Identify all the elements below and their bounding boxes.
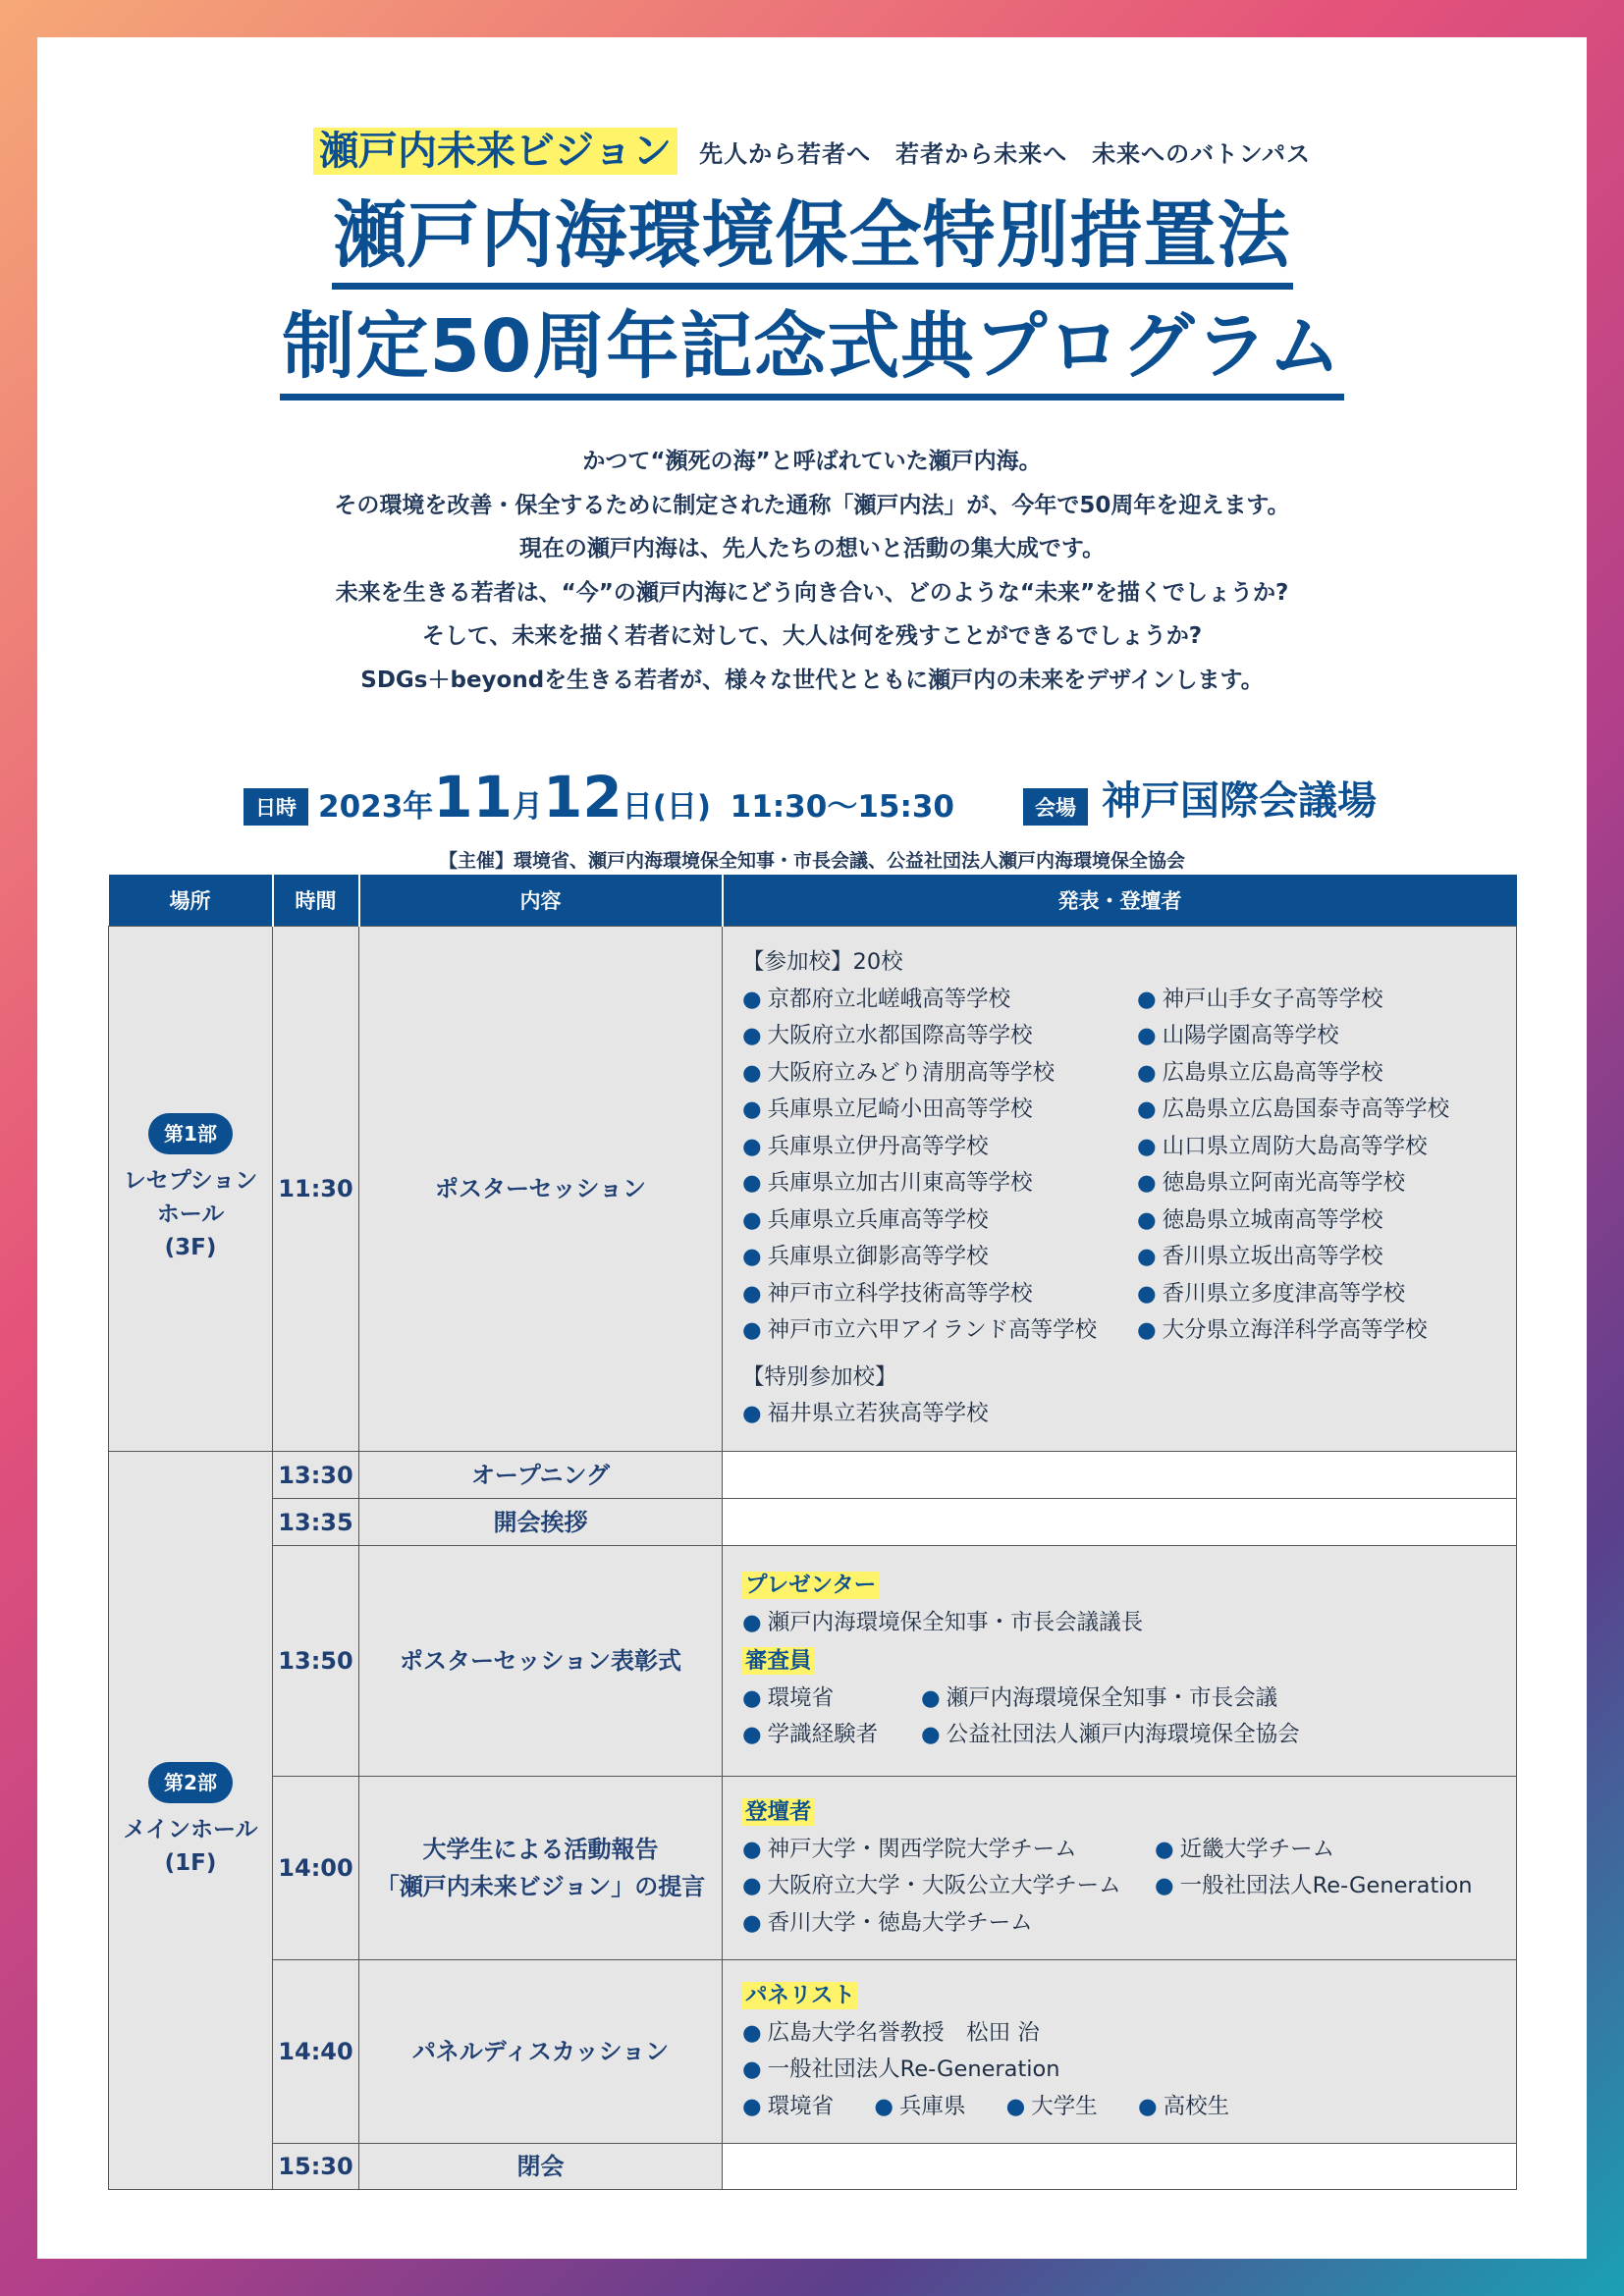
list-item: ● 公益社団法人瀬戸内海環境保全協会 — [921, 1722, 1300, 1748]
page-title-line-1: 瀬戸内海環境保全特別措置法 — [332, 188, 1293, 290]
list-item: ● 兵庫県立伊丹高等学校 — [742, 1133, 989, 1159]
time-cell: 13:35 — [273, 1499, 359, 1546]
date-badge: 日時 — [244, 788, 308, 826]
list-item: ● 山口県立周防大島高等学校 — [1137, 1133, 1428, 1159]
panelists-label: パネリスト — [742, 1982, 858, 2009]
event-time: 11:30〜15:30 — [730, 789, 954, 825]
date-day-unit: 日 — [622, 789, 653, 825]
intro-line: 現在の瀬戸内海は、先人たちの想いと活動の集大成です。 — [518, 536, 1106, 561]
list-item: ● 瀬戸内海環境保全知事・市長会議議長 — [742, 1609, 1144, 1635]
list-item: ● 香川大学・徳島大学チーム — [742, 1909, 1033, 1936]
schools-col-2 — [1137, 982, 1496, 1350]
place-line: レセプション — [123, 1168, 258, 1194]
part1-badge: 第1部 — [148, 1113, 233, 1154]
date-year: 2023年 — [318, 789, 434, 825]
list-item: ● 香川県立多度津高等学校 — [1137, 1280, 1406, 1307]
list-item: ● 環境省 — [742, 1684, 835, 1711]
list-item: ● 環境省 — [742, 2093, 835, 2119]
panel-details — [723, 1960, 1517, 2144]
content-cell: パネルディスカッション — [359, 1960, 723, 2144]
speakers-col-1 — [742, 1832, 1155, 1943]
list-item: ● 兵庫県立兵庫高等学校 — [742, 1206, 989, 1233]
intro-line: SDGs＋beyondを生きる若者が、様々な世代とともに瀬戸内の未来をデザインします。 — [360, 667, 1264, 693]
place-line: メインホール — [123, 1816, 258, 1842]
organizer-text: 【主催】環境省、瀬戸内海環境保全知事・市長会議、公益社団法人瀬戸内海環境保全協会 — [438, 850, 1185, 872]
date-month: 11 — [433, 764, 513, 830]
empty-cell — [723, 1452, 1517, 1499]
intro-line: かつて“瀕死の海”と呼ばれていた瀬戸内海。 — [582, 449, 1042, 474]
list-item: ● 広島大学名誉教授 松田 治 — [742, 2019, 1040, 2046]
list-item: ● 大学生 — [1005, 2093, 1098, 2119]
page-sheet — [37, 37, 1587, 2259]
place-line: (1F) — [164, 1849, 217, 1876]
schools-heading: 【参加校】20校 — [742, 949, 903, 976]
speakers-label: 登壇者 — [742, 1798, 815, 1826]
time-cell: 11:30 — [273, 927, 359, 1452]
table-row-opening — [109, 1452, 1517, 1499]
table-row-greeting — [109, 1499, 1517, 1546]
list-item: ● 兵庫県立加古川東高等学校 — [742, 1170, 1033, 1197]
list-item: ● 学識経験者 — [742, 1722, 879, 1748]
list-item: ● 京都府立北嵯峨高等学校 — [742, 986, 1011, 1012]
event-info — [244, 764, 1377, 830]
table-row-panel — [109, 1960, 1517, 2144]
content-line: 大学生による活動報告 — [422, 1836, 659, 1863]
intro-line: その環境を改善・保全するために制定された通称「瀬戸内法」が、今年で50周年を迎えます。 — [334, 492, 1290, 518]
content-cell: ポスターセッション表彰式 — [359, 1546, 723, 1777]
schools-cell — [723, 927, 1517, 1452]
content-cell: オープニング — [359, 1452, 723, 1499]
list-item: ● 大分県立海洋科学高等学校 — [1137, 1317, 1428, 1344]
time-cell: 14:00 — [273, 1777, 359, 1960]
table-row-closing — [109, 2144, 1517, 2190]
judges-label: 審査員 — [742, 1647, 815, 1675]
empty-cell — [723, 2144, 1517, 2190]
list-item: ● 大阪府立みどり清朋高等学校 — [742, 1059, 1056, 1086]
presenter-label: プレゼンター — [742, 1572, 879, 1599]
content-cell: ポスターセッション — [359, 927, 723, 1452]
speakers-col-2 — [1155, 1832, 1473, 1943]
time-cell: 13:30 — [273, 1452, 359, 1499]
list-item: ● 徳島県立阿南光高等学校 — [1137, 1170, 1406, 1197]
list-item: ● 高校生 — [1137, 2093, 1230, 2119]
content-cell: 閉会 — [359, 2144, 723, 2190]
event-date — [318, 764, 954, 830]
date-day: 12 — [543, 764, 623, 830]
list-item: ● 徳島県立城南高等学校 — [1137, 1206, 1383, 1233]
brand-label: 瀬戸内未来ビジョン — [313, 128, 677, 175]
list-item: ● 大阪府立水都国際高等学校 — [742, 1023, 1033, 1049]
judges-col-2 — [921, 1681, 1300, 1754]
table-row-report — [109, 1777, 1517, 1960]
header-content: 内容 — [359, 875, 723, 927]
list-item: ● 一般社団法人Re-Generation — [1155, 1873, 1473, 1898]
panelists-inline — [742, 2089, 1496, 2126]
table-row-award — [109, 1546, 1517, 1777]
report-details — [723, 1777, 1517, 1960]
header — [37, 128, 1587, 400]
time-cell: 15:30 — [273, 2144, 359, 2190]
list-item: ● 一般社団法人Re-Generation — [742, 2056, 1060, 2082]
date-month-unit: 月 — [513, 789, 543, 825]
table-header-row — [109, 875, 1517, 927]
place-line: ホール — [156, 1201, 225, 1227]
content-line: 「瀬戸内未来ビジョン」の提言 — [375, 1873, 706, 1900]
list-item: ● 広島県立広島高等学校 — [1137, 1059, 1383, 1086]
list-item: ● 山陽学園高等学校 — [1137, 1023, 1339, 1049]
list-item: ● 神戸山手女子高等学校 — [1137, 986, 1383, 1012]
header-place: 場所 — [109, 875, 273, 927]
list-item: ● 瀬戸内海環境保全知事・市長会議 — [921, 1684, 1278, 1711]
schools-col-1 — [742, 982, 1137, 1350]
part2-place — [109, 1452, 273, 2190]
list-item: ● 福井県立若狭高等学校 — [742, 1401, 989, 1427]
time-cell: 14:40 — [273, 1960, 359, 2144]
list-item: ● 香川県立坂出高等学校 — [1137, 1244, 1383, 1270]
list-item: ● 兵庫県立御影高等学校 — [742, 1244, 989, 1270]
award-details — [723, 1546, 1517, 1777]
venue-name: 神戸国際会議場 — [1102, 778, 1377, 824]
tagline-text: 先人から若者へ 若者から未来へ 未来へのバトンパス — [699, 139, 1312, 168]
content-cell — [359, 1777, 723, 1960]
intro-text — [37, 440, 1587, 702]
page-title-line-2: 制定50周年記念式典プログラム — [280, 299, 1343, 400]
list-item: ● 大阪府立大学・大阪公立大学チーム — [742, 1873, 1121, 1898]
header-time: 時間 — [273, 875, 359, 927]
part1-place — [109, 927, 273, 1452]
judges-col-1 — [742, 1681, 921, 1754]
place-line: (3F) — [164, 1235, 217, 1260]
list-item: ● 神戸市立六甲アイランド高等学校 — [742, 1317, 1098, 1344]
table-row-part1 — [109, 927, 1517, 1452]
time-cell: 13:50 — [273, 1546, 359, 1777]
program-table — [108, 875, 1517, 2190]
intro-line: そして、未来を描く若者に対して、大人は何を残すことができるでしょうか? — [421, 623, 1203, 649]
list-item: ● 近畿大学チーム — [1155, 1836, 1335, 1862]
list-item: ● 広島県立広島国泰寺高等学校 — [1137, 1096, 1450, 1123]
empty-cell — [723, 1499, 1517, 1546]
list-item: ● 神戸大学・関西学院大学チーム — [742, 1836, 1077, 1862]
tagline-row — [313, 128, 1311, 175]
intro-line: 未来を生きる若者は、“今”の瀬戸内海にどう向き合い、どのような“未来”を描くでしょうか? — [335, 579, 1289, 606]
date-weekday: (日) — [652, 789, 712, 825]
list-item: ● 兵庫県立尼崎小田高等学校 — [742, 1096, 1033, 1123]
list-item: ● 神戸市立科学技術高等学校 — [742, 1280, 1033, 1307]
list-item: ● 兵庫県 — [874, 2093, 966, 2119]
content-cell: 開会挨拶 — [359, 1499, 723, 1546]
venue-badge: 会場 — [1023, 788, 1088, 826]
header-speakers: 発表・登壇者 — [723, 875, 1517, 927]
part2-badge: 第2部 — [148, 1762, 233, 1803]
special-heading: 【特別参加校】 — [742, 1363, 897, 1390]
